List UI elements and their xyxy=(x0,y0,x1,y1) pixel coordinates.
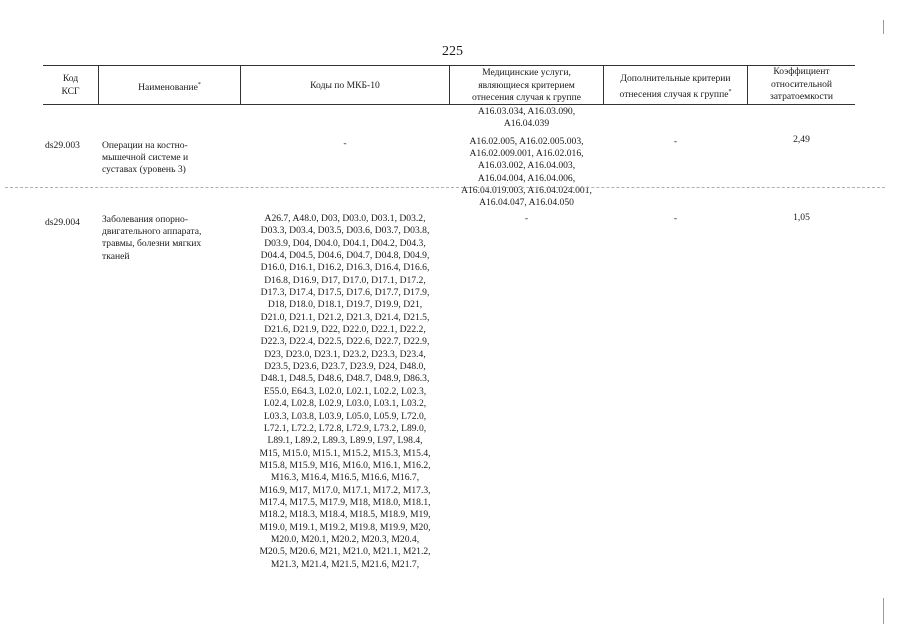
mkb-line: D04.4, D04.5, D04.6, D04.7, D04.8, D04.9, xyxy=(260,250,430,262)
mkb-line: D23.5, D23.6, D23.7, D23.9, D24, D48.0, xyxy=(264,361,426,373)
header-medical-services xyxy=(450,67,603,105)
header-medical-services-line-1: Медицинские услуги, xyxy=(482,67,571,78)
row-1-name-line-1: Операции на костно- xyxy=(102,140,188,151)
row-2-coefficient: 1,05 xyxy=(793,212,810,223)
header-extra-criteria xyxy=(604,73,747,101)
mkb-line: D48.1, D48.5, D48.6, D48.7, D48.9, D86.3, xyxy=(260,373,430,385)
header-extra-criteria-footnote-mark: * xyxy=(728,88,732,95)
mkb-line: D03.9, D04, D04.0, D04.1, D04.2, D04.3, xyxy=(264,237,426,249)
row-1-services xyxy=(450,136,603,209)
mkb-line: D21.6, D21.9, D22, D22.0, D22.1, D22.2, xyxy=(264,324,426,336)
mkb-line: D17.3, D17.4, D17.5, D17.6, D17.7, D17.9, xyxy=(260,287,430,299)
header-extra-criteria-line-2: отнесения случая к группе xyxy=(619,88,729,100)
continuation-services-line-2: A16.04.039 xyxy=(503,118,550,130)
mkb-line: D03.3, D03.4, D03.5, D03.6, D03.7, D03.8, xyxy=(260,225,430,237)
header-medical-services-line-3: отнесения случая к группе xyxy=(472,92,581,103)
continuation-services-line-1: A16.03.034, A16.03.090, xyxy=(477,106,576,117)
continuation-services xyxy=(450,106,603,130)
row-2-name-line-3: травмы, болезни мягких xyxy=(102,238,202,250)
row-2-services: - xyxy=(524,213,529,224)
mkb-line: L03.3, L03.8, L03.9, L05.0, L05.9, L72.0, xyxy=(263,410,427,422)
header-code-ksg xyxy=(43,73,98,98)
mkb-line: D22.3, D22.4, D22.5, D22.6, D22.7, D22.9, xyxy=(260,336,430,348)
mkb-line: M16.3, M16.4, M16.5, M16.6, M16.7, xyxy=(270,472,420,484)
mkb-line: M21.3, M21.4, M21.5, M21.6, M21.7, xyxy=(270,558,420,570)
header-medical-services-line-2: являющиеся критерием xyxy=(478,79,575,91)
mkb-line: M19.0, M19.1, M19.2, M19.8, M19.9, M20, xyxy=(259,521,431,533)
header-name xyxy=(99,79,240,95)
row-2-name-line-1: Заболевания опорно- xyxy=(102,214,189,225)
mkb-line: D18, D18.0, D18.1, D19.7, D19.9, D21, xyxy=(267,299,423,311)
row-2-code: ds29.004 xyxy=(45,217,80,228)
row-1-coefficient: 2,49 xyxy=(793,134,810,145)
row-1-extra: - xyxy=(673,136,678,147)
mkb-line: L72.1, L72.2, L72.8, L72.9, L73.2, L89.0, xyxy=(263,422,427,434)
row-2-name xyxy=(102,214,238,263)
mkb-line: M16.9, M17, M17.0, M17.1, M17.2, M17.3, xyxy=(259,484,431,496)
header-mkb-codes: Коды по МКБ-10 xyxy=(310,80,380,91)
mkb-line: E55.0, E64.3, L02.0, L02.1, L02.2, L02.3, xyxy=(263,385,427,397)
mkb-line: L02.4, L02.8, L02.9, L03.0, L03.1, L03.2, xyxy=(263,398,427,410)
mkb-line: M15, M15.0, M15.1, M15.2, M15.3, M15.4, xyxy=(259,447,431,459)
row-2-extra: - xyxy=(673,213,678,224)
mkb-line: D23, D23.0, D23.1, D23.2, D23.3, D23.4, xyxy=(264,348,426,360)
row-1-services-line-4: A16.04.004, A16.04.006, xyxy=(477,172,576,184)
row-2-name-line-4: тканей xyxy=(102,250,130,262)
mkb-line: M18.2, M18.3, M18.4, M18.5, M18.9, M19, xyxy=(259,509,431,521)
mkb-line: M20.5, M20.6, M21, M21.0, M21.1, M21.2, xyxy=(259,546,431,558)
mkb-line: D21.0, D21.1, D21.2, D21.3, D21.4, D21.5, xyxy=(260,311,430,323)
row-1-name xyxy=(102,140,238,177)
row-1-code: ds29.003 xyxy=(45,140,80,151)
row-2-mkb-codes xyxy=(242,213,448,571)
row-1-mkb: - xyxy=(343,138,347,149)
row-1-services-line-6: A16.04.047, A16.04.050 xyxy=(479,197,574,209)
page-number: 225 xyxy=(442,44,463,59)
header-coefficient xyxy=(748,66,855,104)
row-1-services-line-5: A16.04.019.003, A16.04.024.001, xyxy=(461,184,592,196)
scan-artifact-line xyxy=(5,187,885,188)
header-coefficient-line-2: относительной xyxy=(770,78,833,90)
header-code-ksg-line-2: КСГ xyxy=(61,85,80,97)
mkb-line: M17.4, M17.5, M17.9, M18, M18.0, M18.1, xyxy=(259,496,431,508)
header-code-ksg-line-1: Код xyxy=(62,73,79,84)
header-extra-criteria-line-1: Дополнительные критерии xyxy=(620,73,731,84)
row-1-name-line-2: мышечной системе и xyxy=(102,152,189,164)
header-coefficient-line-3: затратоемкости xyxy=(769,91,834,102)
row-1-services-line-1: A16.02.005, A16.02.005.003, xyxy=(469,136,584,147)
row-1-services-line-2: A16.02.009.001, A16.02.016, xyxy=(469,148,584,160)
mkb-line: L89.1, L89.2, L89.3, L89.9, L97, L98.4, xyxy=(267,435,423,447)
mkb-line: M15.8, M15.9, M16, M16.0, M16.1, M16.2, xyxy=(259,459,431,471)
row-2-name-line-2: двигательного аппарата, xyxy=(102,226,202,238)
mkb-line: M20.0, M20.1, M20.2, M20.3, M20.4, xyxy=(270,533,420,545)
scan-edge-mark-top xyxy=(883,20,884,34)
row-1-name-line-3: суставах (уровень 3) xyxy=(102,164,186,176)
row-1-services-line-3: A16.03.002, A16.04.003, xyxy=(477,160,576,172)
scan-edge-mark-bottom xyxy=(883,598,884,624)
header-name-footnote-mark: * xyxy=(197,82,201,88)
header-coefficient-line-1: Коэффициент xyxy=(773,66,830,77)
header-name-label: Наименование xyxy=(138,82,198,94)
mkb-line: D16.8, D16.9, D17, D17.0, D17.1, D17.2, xyxy=(264,274,426,286)
mkb-line: D16.0, D16.1, D16.2, D16.3, D16.4, D16.6, xyxy=(260,262,430,274)
mkb-line: A26.7, A48.0, D03, D03.0, D03.1, D03.2, xyxy=(264,213,426,224)
